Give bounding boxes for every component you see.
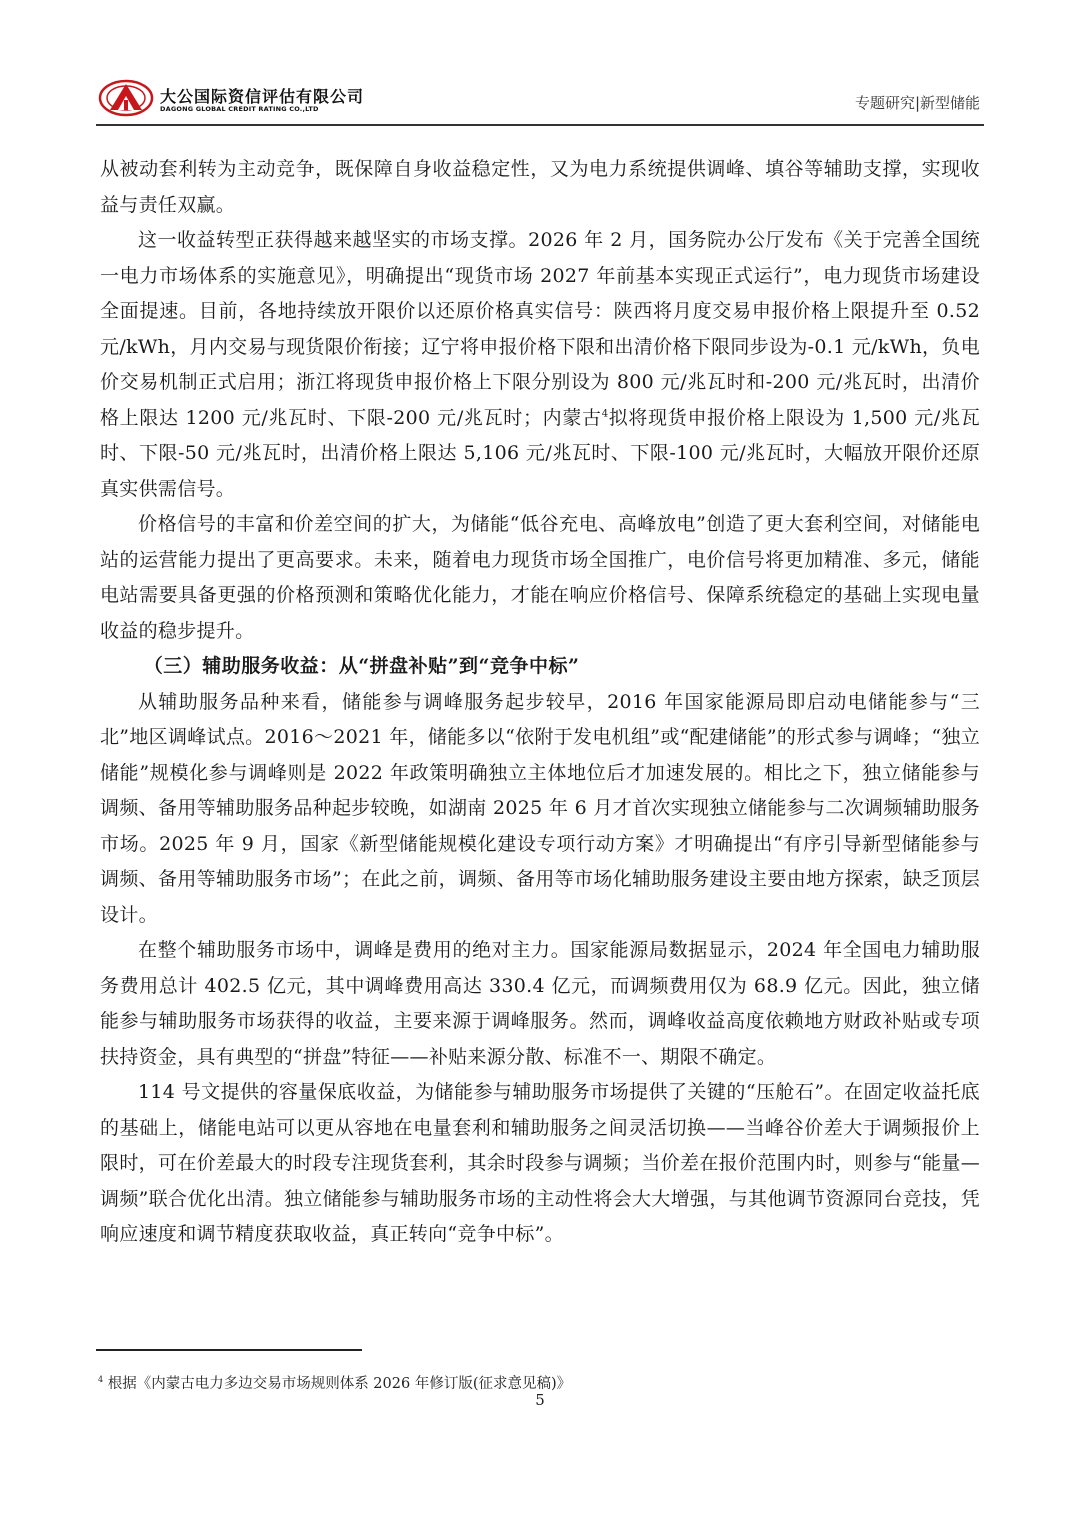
section-heading: （三）辅助服务收益：从“拼盘补贴”到“竞争中标” bbox=[143, 655, 580, 677]
report-category: 专题研究|新型储能 bbox=[854, 94, 980, 112]
paragraph-2-text-before: 这一收益转型正获得越来越坚实的市场支撑。2026 年 2 月，国务院办公厅发布《关于完善全国统一电力市场体系的实施意见》，明确提出“现货市场 2027 年前基本实现正式运行”，电力现货市场建设全面提速。目前，各地持续放开限价以还原价格真实信号：陕西将月度交易申报价格上限提升至 0.52 元/kWh，月内交易与现货限价衔接；辽宁将申报价格下限和出清价格下限同步设为-0.1 元/kWh，负电价交易机制正式启用；浙江将现货申报价格上下限分别设为 800 元/兆瓦时和-200 元/兆瓦时，出清价格上限达 1200 元/兆瓦时、下限-200 元/兆瓦时；内蒙古 bbox=[100, 229, 980, 429]
paragraph-2-text-after: 拟将现货申报价格上限设为 1,500 元/兆瓦时、下限-50 元/兆瓦时，出清价格上限达 5,106 元/兆瓦时、下限-100 元/兆瓦时，大幅放开限价还原真实供需信号。 bbox=[100, 406, 980, 500]
footnote-divider bbox=[96, 1349, 362, 1351]
footnote bbox=[98, 1372, 571, 1393]
dagong-logo-icon bbox=[98, 78, 154, 118]
page-header bbox=[96, 70, 984, 124]
company-name-chinese: 大公国际资信评估有限公司 bbox=[160, 87, 365, 106]
paragraph-1: 从被动套利转为主动竞争，既保障自身收益稳定性，又为电力系统提供调峰、填谷等辅助支撑，实现收益与责任双赢。 bbox=[100, 158, 980, 216]
paragraph-3: 价格信号的丰富和价差空间的扩大，为储能“低谷充电、高峰放电”创造了更大套利空间，对储能电站的运营能力提出了更高要求。未来，随着电力现货市场全国推广，电价信号将更加精准、多元，储能电站需要具备更强的价格预测和策略优化能力，才能在响应价格信号、保障系统稳定的基础上实现电量收益的稳步提升。 bbox=[100, 513, 980, 642]
paragraph-2 bbox=[100, 223, 980, 507]
company-name-english: DAGONG GLOBAL CREDIT RATING CO.,LTD bbox=[160, 105, 319, 113]
footnote-text: 根据《内蒙古电力多边交易市场规则体系 2026 年修订版(征求意见稿)》 bbox=[107, 1376, 572, 1392]
footnote-reference[interactable]: 4 bbox=[601, 408, 609, 420]
paragraph-6: 114 号文提供的容量保底收益，为储能参与辅助服务市场提供了关键的“压舱石”。在固定收益托底的基础上，储能电站可以更从容地在电量套利和辅助服务之间灵活切换——当峰谷价差大于调频报价上限时，可在价差最大的时段专注现货套利，其余时段参与调频；当价差在报价范围内时，则参与“能量—调频”联合优化出清。独立储能参与辅助服务市场的主动性将会大大增强，与其他调节资源同台竞技，凭响应速度和调节精度获取收益，真正转向“竞争中标”。 bbox=[100, 1081, 980, 1245]
paragraph-5: 在整个辅助服务市场中，调峰是费用的绝对主力。国家能源局数据显示，2024 年全国电力辅助服务费用总计 402.5 亿元，其中调峰费用高达 330.4 亿元，而调频费用仅为 68.9 亿元。因此，独立储能参与辅助服务市场获得的收益，主要来源于调峰服务。然而，调峰收益高度依赖地方财政补贴或专项扶持资金，具有典型的“拼盘”特征——补贴来源分散、标准不一、期限不确定。 bbox=[100, 939, 980, 1068]
footnote-mark: 4 bbox=[98, 1375, 104, 1385]
paragraph-4: 从辅助服务品种来看，储能参与调峰服务起步较早，2016 年国家能源局即启动电储能参与“三北”地区调峰试点。2016～2021 年，储能多以“依附于发电机组”或“配建储能”的形式参与调峰；“独立储能”规模化参与调峰则是 2022 年政策明确独立主体地位后才加速发展的。相比之下，独立储能参与调频、备用等辅助服务品种起步较晚，如湖南 2025 年 6 月才首次实现独立储能参与二次调频辅助服务市场。2025 年 9 月，国家《新型储能规模化建设专项行动方案》才明确提出“有序引导新型储能参与调频、备用等辅助服务市场”；在此之前，调频、备用等市场化辅助服务建设主要由地方探索，缺乏顶层设计。 bbox=[100, 690, 980, 926]
header-divider bbox=[96, 124, 984, 126]
page-number: 5 bbox=[535, 1391, 545, 1409]
document-body bbox=[100, 152, 980, 1253]
